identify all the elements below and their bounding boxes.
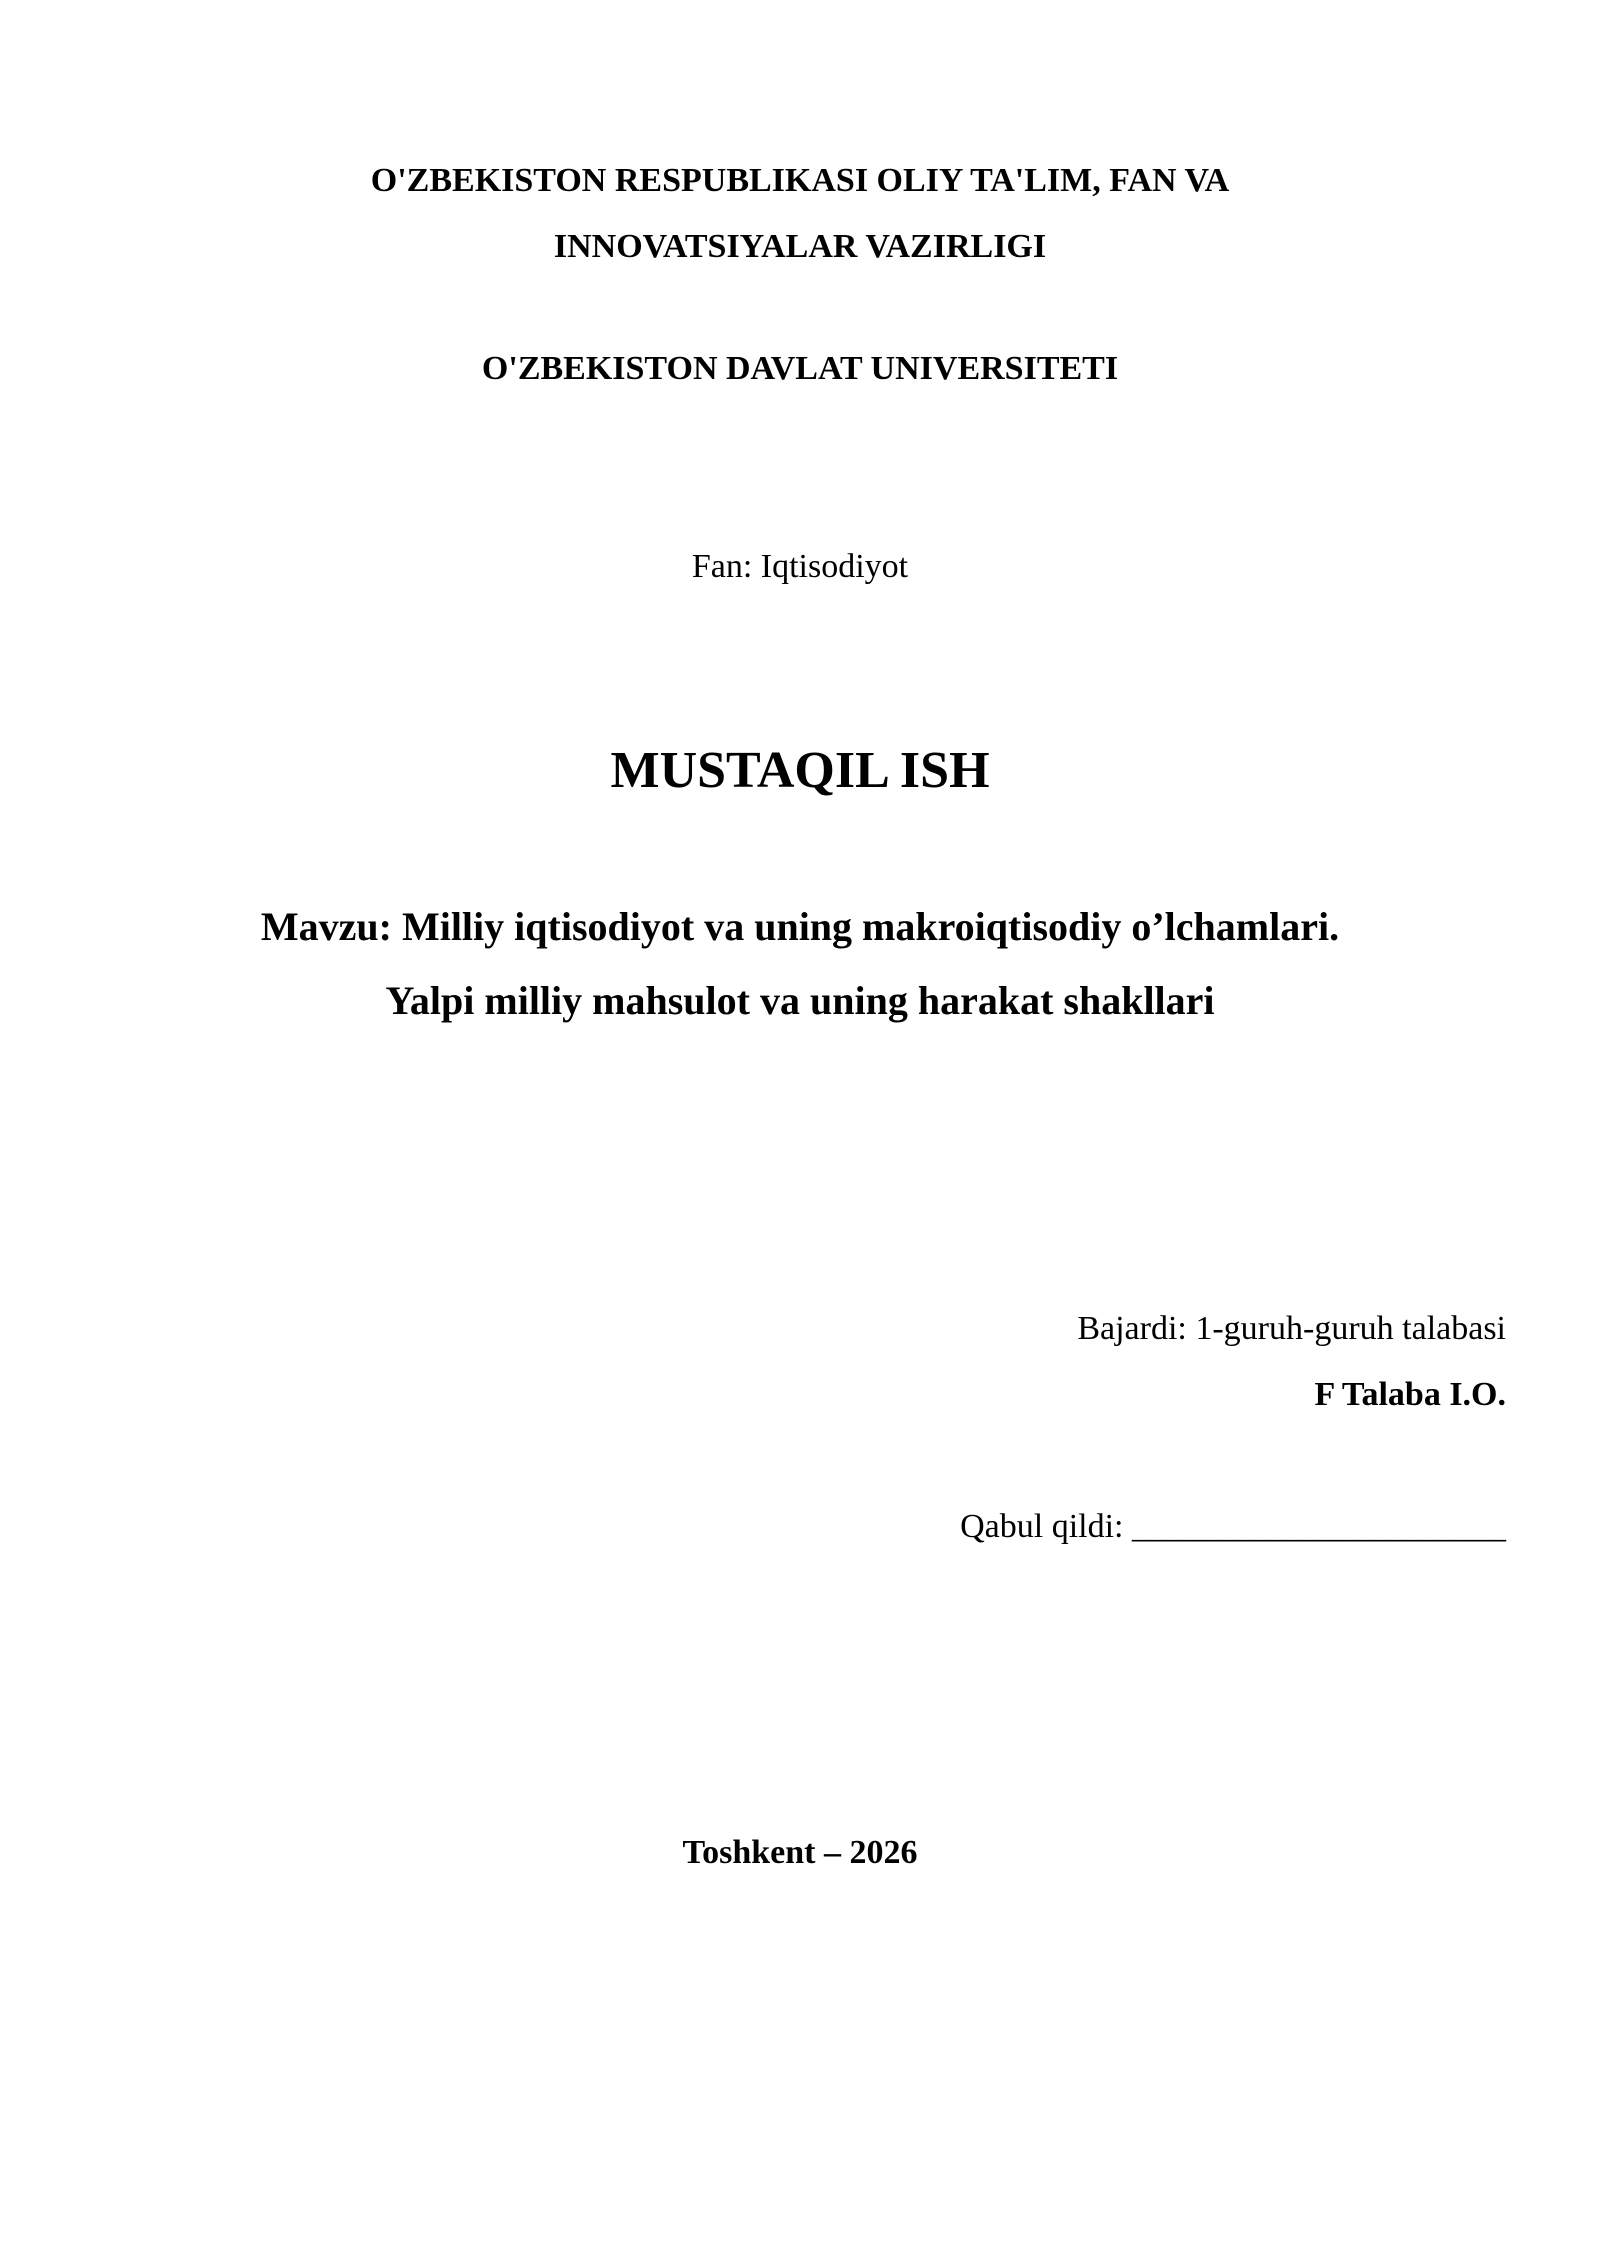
city-year: Toshkent – 2026 — [682, 1834, 918, 1871]
accepted-by-line: Qabul qildi: ______________________ — [960, 1508, 1506, 1545]
subject-line: Fan: Iqtisodiyot — [691, 548, 909, 585]
topic-line-2: Yalpi milliy mahsulot va uning harakat shakllari — [385, 978, 1215, 1023]
ministry-heading — [0, 148, 1600, 280]
performed-by-line: Bajardi: 1-guruh-guruh talabasi — [1077, 1310, 1506, 1347]
ministry-line-2: INNOVATSIYALAR VAZIRLIGI — [553, 228, 1047, 265]
ministry-line-1: O'ZBEKISTON RESPUBLIKASI OLIY TA'LIM, FAN VA — [370, 162, 1230, 199]
topic-line-1: Mavzu: Milliy iqtisodiyot va uning makroiqtisodiy o’lchamlari. — [260, 904, 1340, 949]
student-name: F Talaba I.O. — [1314, 1376, 1506, 1413]
topic-heading — [0, 890, 1600, 1038]
document-title: MUSTAQIL ISH — [610, 742, 990, 799]
university-name: O'ZBEKISTON DAVLAT UNIVERSITETI — [481, 350, 1119, 387]
